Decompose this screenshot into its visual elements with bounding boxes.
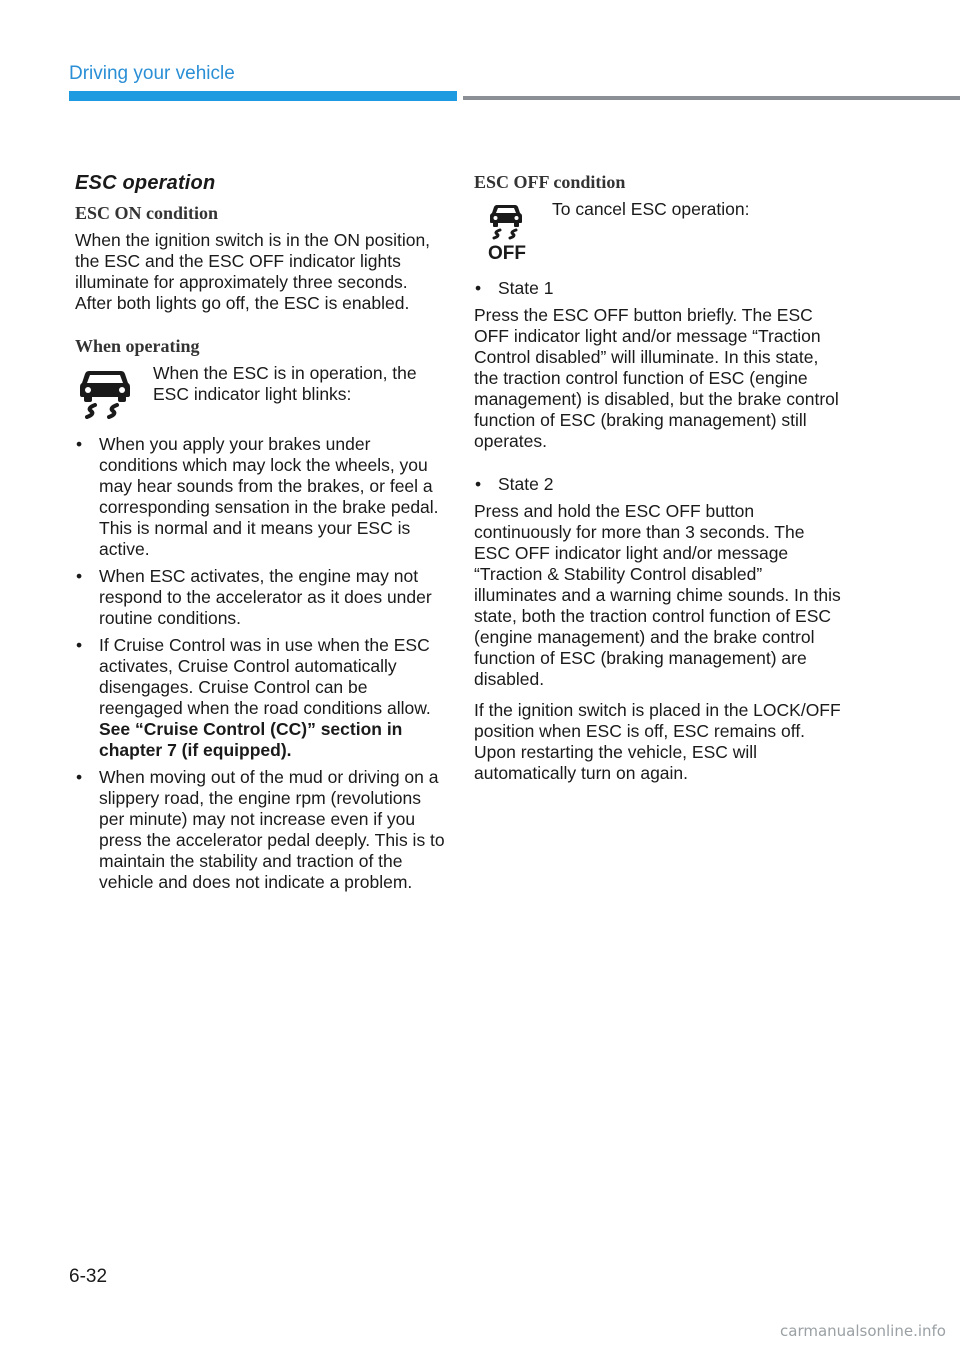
when-operating-heading: When operating: [75, 336, 200, 356]
operating-bullet-list: [75, 434, 445, 893]
list-item: • When you apply your brakes under conditions which may lock the wheels, you may hear sounds from the brakes, or feel a corresponding sensation in the brake pedal. This is normal and it means your ESC is active.: [75, 434, 445, 560]
list-item: • When ESC activates, the engine may not respond to the accelerator as it does under routine conditions.: [75, 566, 445, 629]
esc-off-heading: ESC OFF condition: [474, 172, 626, 192]
esc-off-intro: To cancel ESC operation:: [552, 199, 750, 219]
ignition-text: If the ignition switch is placed in the LOCK/OFF position when ESC is off, ESC remains off. Upon restarting the vehicle, ESC will automatically turn on again.: [474, 700, 841, 783]
header-accent-bar: [69, 91, 457, 101]
state2-list: [474, 474, 844, 495]
esc-on-heading: ESC ON condition: [75, 203, 219, 223]
esc-indicator-icon: [75, 363, 135, 419]
state2-label: • State 2: [474, 474, 844, 495]
when-operating-text: When the ESC is in operation, the ESC indicator light blinks:: [153, 363, 417, 404]
list-item: [75, 635, 445, 761]
esc-off-indicator-icon: [474, 199, 534, 263]
header-rule: [463, 96, 960, 100]
esc-operation-heading: ESC operation: [75, 172, 216, 194]
off-icon-label: OFF: [488, 243, 526, 263]
page-number: 6-32: [69, 1266, 108, 1287]
watermark: carmanualsonline.info: [780, 1322, 946, 1340]
esc-indicator-row: [75, 363, 445, 424]
state2-text: Press and hold the ESC OFF button continuously for more than 3 seconds. The ESC OFF indicator light and/or message “Traction & Stability Control disabled” illuminates and a warning chime sounds. In this state, both the traction control function of ESC (engine management) and the brake control function of ESC (braking management) are disabled.: [474, 501, 841, 689]
state1-label: • State 1: [474, 278, 844, 299]
esc-on-text: When the ignition switch is in the ON position, the ESC and the ESC OFF indicator lights illuminate for approximately three seconds. After both lights go off, the ESC is enabled.: [75, 230, 431, 313]
state1-list: [474, 278, 844, 299]
esc-off-indicator-row: [474, 199, 844, 268]
state1-text: Press the ESC OFF button briefly. The ESC OFF indicator light and/or message “Traction Control disabled” will illuminate. In this state, the traction control function of ESC (engine management) is disabled, but the brake control function of ESC (braking management) still operates.: [474, 305, 839, 451]
section-title: Driving your vehicle: [69, 63, 235, 84]
right-column: [474, 172, 844, 784]
cruise-text: If Cruise Control was in use when the ESC activates, Cruise Control automatically disengages. Cruise Control can be reengaged when the road conditions allow.: [99, 635, 431, 718]
left-column: [75, 172, 445, 899]
list-item: • When moving out of the mud or driving on a slippery road, the engine rpm (revolutions per minute) may not increase even if you press the accelerator pedal deeply. This is to maintain the stability and traction of the vehicle and does not indicate a problem.: [75, 767, 445, 893]
cruise-reference: See “Cruise Control (CC)” section in chapter 7 (if equipped).: [99, 719, 403, 760]
